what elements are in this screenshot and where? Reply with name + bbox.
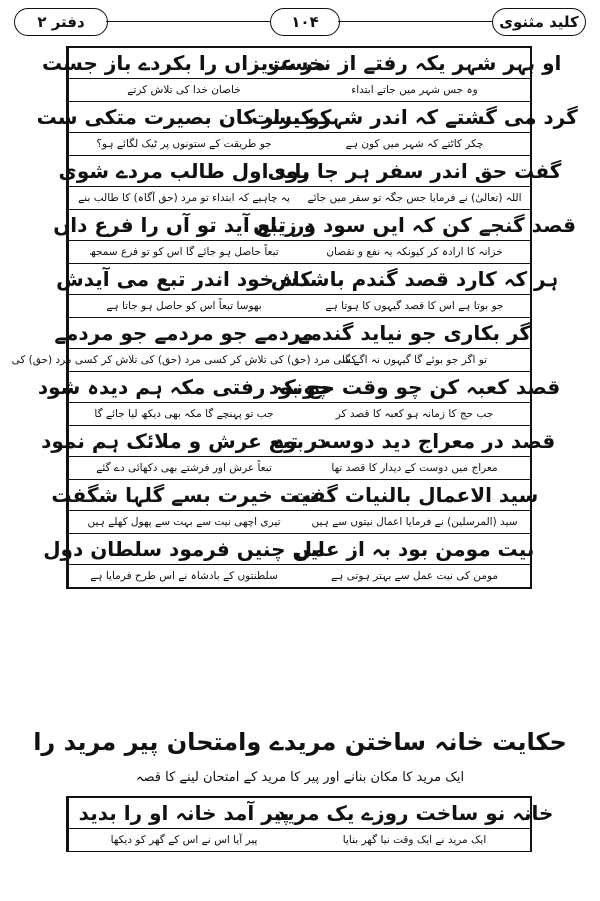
translation-row-6 bbox=[11, 349, 530, 372]
verse-right: گفت حق اندر سفر ہر جا روی bbox=[267, 159, 562, 183]
verse-right: قصد گنجے کن کہ ایں سود و زیاں bbox=[253, 213, 576, 237]
translation-row-9 bbox=[68, 511, 530, 534]
translation-row-7 bbox=[68, 403, 530, 426]
story-title: حکایت خانہ ساختن مریدے وامتحان پیر مرید را bbox=[33, 728, 567, 756]
story-couplet-row-1 bbox=[68, 798, 554, 829]
verse-left: ایں چنیں فرمود سلطان دول bbox=[68, 534, 299, 564]
translation-left: سلطنتوں کے بادشاہ نے اس طرح فرمایا ہے bbox=[68, 565, 299, 587]
verse-left: کو برار کان بصیرت متکی ست bbox=[68, 102, 299, 132]
page-number: ۱۰۴ bbox=[270, 8, 340, 36]
couplet-row-1 bbox=[41, 48, 562, 79]
verse-left: مردمے جو مردمے جو مردمے bbox=[68, 318, 299, 348]
book-title: کلید مثنوی bbox=[492, 8, 586, 36]
page-header bbox=[14, 8, 586, 36]
translation-left: تبعاً حاصل ہو جائے گا اس کو تو فرع سمجھ bbox=[68, 241, 299, 263]
translation-row-5 bbox=[68, 295, 530, 318]
header-rule-left bbox=[106, 21, 270, 22]
translation-row-8 bbox=[68, 457, 530, 480]
translation-row-10 bbox=[68, 565, 530, 587]
story-couplet-table bbox=[66, 796, 554, 852]
couplet-row-7 bbox=[37, 372, 561, 403]
couplet-row-10 bbox=[43, 534, 535, 565]
header-rule-right bbox=[338, 21, 492, 22]
volume-label: دفتر ۲ bbox=[14, 8, 108, 36]
translation-row-3 bbox=[68, 187, 530, 210]
translation-right: سید (المرسلین) نے فرمایا اعمال نیتوں سے ہیں bbox=[311, 516, 518, 528]
translation-right: چکر کاٹتے کہ شہر میں کون ہے bbox=[345, 138, 484, 150]
translation-left: خاصان خدا کی تلاش کرتے bbox=[68, 79, 299, 101]
translation-row-4 bbox=[68, 241, 530, 264]
couplet-row-5 bbox=[56, 264, 559, 295]
couplet-row-4 bbox=[53, 210, 576, 241]
translation-left: یہ چاہیے کہ ابتداء تو مرد (حق آگاہ) کا طالب بنے bbox=[68, 187, 299, 209]
translation-right: وہ جس شہر میں جاتے ابتداء bbox=[351, 84, 478, 96]
verse-right: گرد می گشتے کہ اندر شہر کیست bbox=[251, 105, 578, 129]
verse-right: نیت مومن بود بہ از عمل bbox=[294, 537, 535, 561]
translation-left: پیر آیا اس نے اس کے گھر کو دیکھا bbox=[68, 829, 299, 851]
verse-left: کاہ خود اندر تبع می آیدش bbox=[68, 264, 299, 294]
verse-right: سید الاعمال بالنیات گفت bbox=[290, 483, 539, 507]
translation-right: ایک مرید نے ایک وقت نیا گھر بنایا bbox=[342, 834, 487, 846]
translation-right: تو اگر جو بوئے گا گیہوں نہ اگے گا bbox=[341, 354, 488, 366]
verse-right: قصد کعبہ کن چو وقت حج بود bbox=[268, 375, 561, 399]
couplet-row-3 bbox=[58, 156, 562, 187]
verse-left: در تبع آید تو آں را فرع داں bbox=[68, 210, 299, 240]
story-subtitle: ایک مرید کا مکان بنانے اور پیر کا مرید کے امتحان لینے کا قصہ bbox=[135, 769, 465, 785]
translation-right: خزانہ کا ارادہ کر کیونکہ یہ نفع و نقصان bbox=[326, 246, 503, 258]
verse-left: نیت خیرت بسے گلہا شگفت bbox=[68, 480, 299, 510]
translation-row-1 bbox=[68, 79, 530, 102]
verse-left: مر عزیزاں را بکردے باز جست bbox=[68, 48, 299, 78]
verse-right: ہر کہ کارد قصد گندم باشدش bbox=[270, 267, 559, 291]
verse-left: پیر آمد خانہ او را بدید bbox=[68, 798, 299, 828]
verse-left: باید اول طالب مردے شوی bbox=[68, 156, 299, 186]
couplet-row-8 bbox=[41, 426, 556, 457]
verse-left: چونکہ رفتی مکہ ہم دیدہ شود bbox=[68, 372, 299, 402]
story-translation-row-1 bbox=[68, 829, 530, 852]
translation-left: تبعاً عرش اور فرشتے بھی دکھائی دے گئے bbox=[68, 457, 299, 479]
translation-left: جو طریقت کے ستونوں پر ٹیک لگائے ہو؟ bbox=[68, 133, 299, 155]
translation-right: جو بوتا ہے اس کا قصد گیہوں کا ہوتا ہے bbox=[325, 300, 504, 312]
verse-right: گر بکاری جو نیاید گندمے bbox=[297, 321, 532, 345]
verse-left: در تبع عرش و ملائک ہم نمود bbox=[68, 426, 299, 456]
translation-right: مومن کی نیت عمل سے بہتر ہوتی ہے bbox=[331, 570, 499, 582]
translation-right: معراج میں دوست کے دیدار کا قصد تھا bbox=[331, 462, 498, 474]
couplet-row-9 bbox=[51, 480, 539, 511]
translation-left: بھوسا تبعاً اس کو حاصل ہو جاتا ہے bbox=[68, 295, 299, 317]
verse-right: قصد در معراج دید دوست بود bbox=[273, 429, 556, 453]
translation-row-2 bbox=[68, 133, 530, 156]
verse-right: او بہر شہر یکہ رفتے از نخست bbox=[267, 51, 562, 75]
verse-right: خانہ نو ساخت روزے یک مرید bbox=[275, 801, 554, 825]
couplet-row-6 bbox=[54, 318, 532, 349]
translation-right: اللہ (تعالیٰ) نے فرمایا جس جگہ تو سفر میں جائے bbox=[307, 192, 522, 204]
couplet-table bbox=[11, 46, 578, 589]
couplet-row-2 bbox=[36, 102, 578, 133]
translation-left: کسی مرد (حق) کی تلاش کر کسی مرد (حق) کی تلاش کر کسی مرد (حق) کی bbox=[68, 349, 299, 371]
translation-left: جب تو پہنچے گا مکہ بھی دیکھ لیا جائے گا bbox=[68, 403, 299, 425]
translation-left: تیری اچھی نیت سے بہت سے پھول کھلے ہیں bbox=[68, 511, 299, 533]
translation-right: جب حج کا زمانہ ہو کعبہ کا قصد کر bbox=[335, 408, 494, 420]
